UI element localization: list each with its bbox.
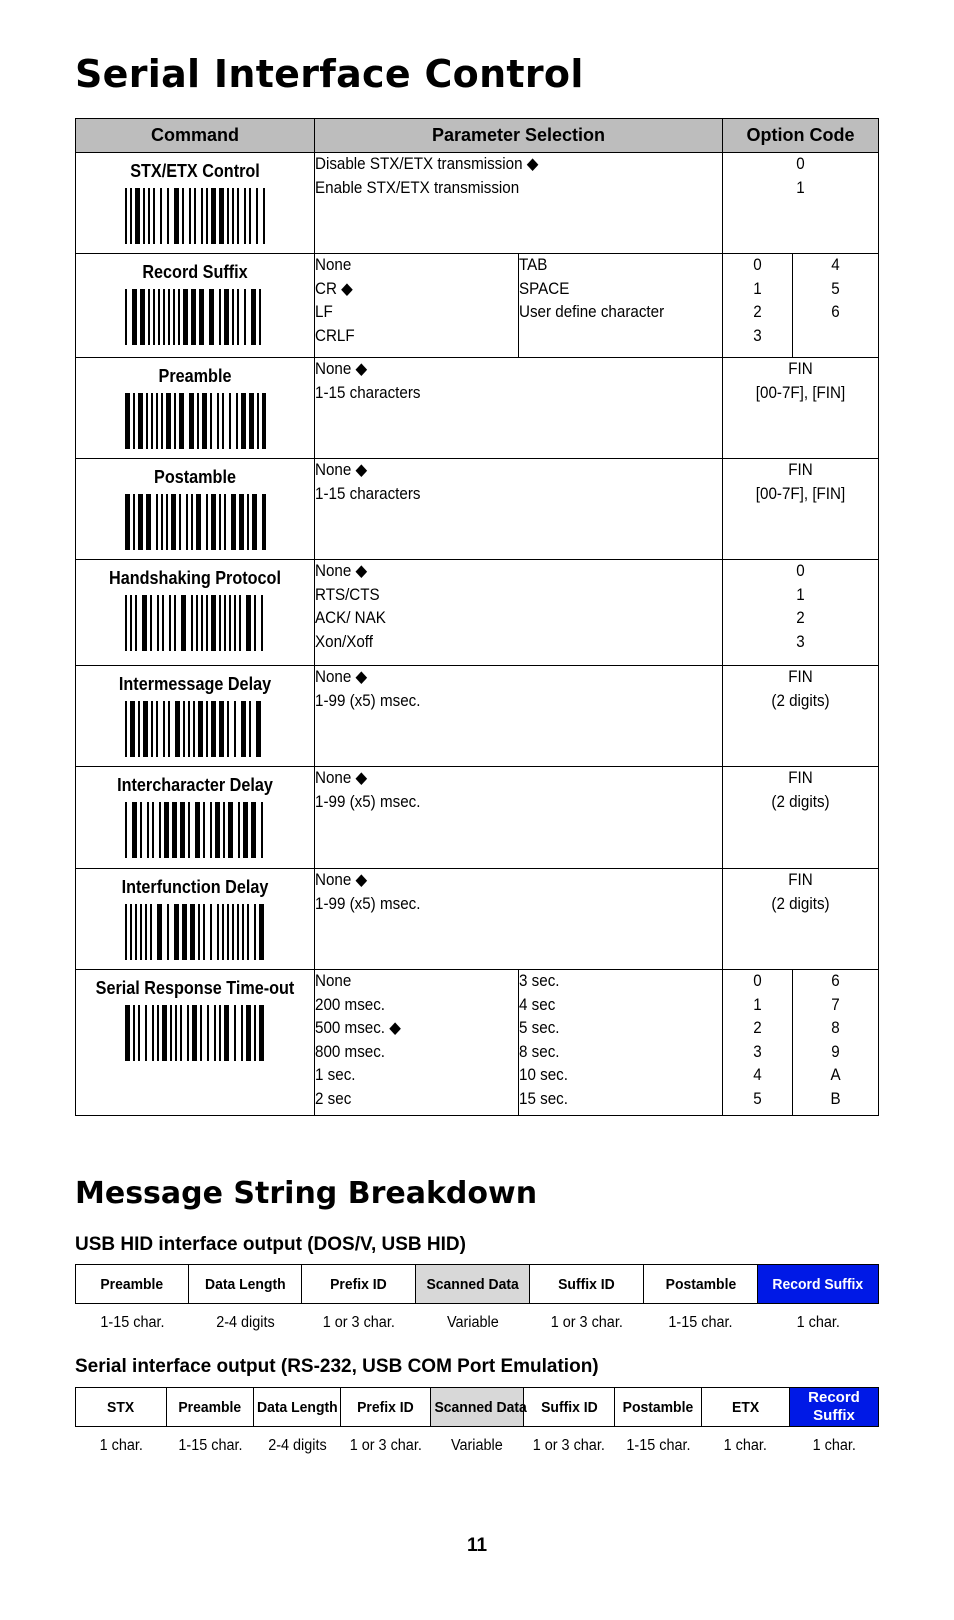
field-value: 2-4 digits: [267, 1437, 327, 1454]
field-value: 1 or 3 char.: [532, 1437, 606, 1454]
option-code: 0: [753, 972, 762, 990]
field-value: 2-4 digits: [215, 1314, 275, 1331]
option-code: 2: [753, 1019, 762, 1037]
header-parameter: Parameter Selection: [315, 119, 723, 153]
barcode[interactable]: [123, 595, 268, 651]
field-preamble: Preamble: [76, 1265, 189, 1304]
option-code: 6: [831, 972, 840, 990]
command-name: Postamble: [154, 467, 236, 487]
header-option: Option Code: [723, 119, 879, 153]
option-code: FIN: [788, 769, 813, 787]
command-name: Interfunction Delay: [121, 877, 269, 897]
parameter-option: 1-99 (x5) msec.: [315, 691, 421, 710]
option-code: 0: [796, 562, 805, 580]
field-preamble: Preamble: [167, 1388, 254, 1427]
option-code: 8: [831, 1019, 840, 1037]
value-row: [76, 1304, 879, 1343]
field-row: [76, 1265, 879, 1304]
table-row: [76, 358, 879, 459]
field-postamble: Postamble: [644, 1265, 758, 1304]
field-scanned-data: Scanned Data: [431, 1388, 524, 1427]
parameter-option: 800 msec.: [315, 1042, 386, 1061]
parameter-option: None: [315, 256, 352, 274]
parameter-option: 2 sec: [315, 1089, 352, 1108]
field-row: [76, 1388, 879, 1427]
parameter-option: None ◆: [315, 871, 368, 889]
parameter-option: SPACE: [519, 279, 570, 298]
parameter-cell: [315, 153, 723, 254]
command-table: [75, 118, 879, 1116]
option-code: 3: [796, 632, 805, 651]
command-name: Record Suffix: [142, 262, 248, 282]
option-code: FIN: [788, 461, 813, 479]
value-row: [76, 1427, 879, 1466]
parameter-cell: [315, 970, 519, 1116]
parameter-option: TAB: [519, 256, 548, 274]
table-row: [76, 869, 879, 970]
field-record-suffix: Record Suffix: [758, 1265, 879, 1304]
field-value: Variable: [446, 1314, 499, 1331]
field-suffix-id: Suffix ID: [530, 1265, 644, 1304]
parameter-cell: [315, 666, 723, 767]
field-value: 1-15 char.: [668, 1314, 733, 1331]
field-record-suffix: Record Suffix: [790, 1388, 879, 1427]
command-name: Preamble: [158, 366, 232, 386]
field-postamble: Postamble: [615, 1388, 702, 1427]
field-value: Variable: [451, 1437, 503, 1454]
field-value: 1 or 3 char.: [349, 1437, 422, 1454]
option-code: 4: [831, 256, 840, 274]
option-code: 5: [831, 279, 840, 298]
table-row: [76, 254, 879, 358]
barcode[interactable]: [123, 701, 268, 757]
barcode[interactable]: [123, 1005, 268, 1061]
table-row: [76, 459, 879, 560]
field-value: 1-15 char.: [177, 1437, 243, 1454]
header-command: Command: [76, 119, 315, 153]
option-code: 2: [796, 609, 805, 627]
command-name: Intermessage Delay: [118, 674, 272, 694]
parameter-option: 5 sec.: [519, 1019, 560, 1037]
parameter-option: CR ◆: [315, 279, 353, 298]
parameter-option: 8 sec.: [519, 1042, 560, 1061]
parameter-option: 200 msec.: [315, 995, 386, 1014]
parameter-option: User define character: [519, 303, 665, 321]
option-code: 3: [753, 1042, 762, 1061]
command-name: STX/ETX Control: [130, 161, 260, 181]
command-cell: [76, 358, 315, 459]
barcode[interactable]: [123, 289, 268, 345]
field-value: 1-15 char.: [625, 1437, 691, 1454]
command-cell: [76, 767, 315, 869]
option-code: A: [830, 1066, 841, 1084]
usb-hid-breakdown-table: [75, 1264, 879, 1342]
command-cell: [76, 254, 315, 358]
parameter-option: 1 sec.: [315, 1066, 356, 1084]
field-value: 1 or 3 char.: [322, 1314, 395, 1331]
option-code: FIN: [788, 668, 813, 686]
parameter-option: 15 sec.: [519, 1089, 568, 1108]
parameter-option: RTS/CTS: [315, 585, 380, 604]
page-number: 11: [466, 1535, 488, 1556]
option-code: FIN: [788, 871, 813, 889]
option-code: 5: [753, 1089, 762, 1108]
parameter-cell: [315, 560, 723, 666]
option-code: FIN: [788, 360, 813, 378]
field-value: 1 or 3 char.: [550, 1314, 623, 1331]
usb-hid-subtitle: USB HID interface output (DOS/V, USB HID): [75, 1234, 466, 1255]
command-name: Serial Response Time-out: [95, 978, 295, 998]
parameter-option: 1-99 (x5) msec.: [315, 894, 421, 913]
barcode[interactable]: [123, 188, 268, 244]
parameter-option: Enable STX/ETX transmission: [315, 178, 520, 197]
option-code-cell: [723, 560, 879, 666]
field-value: 1 char.: [796, 1314, 840, 1331]
option-code-cell: [723, 358, 879, 459]
parameter-option: ACK/ NAK: [315, 609, 386, 627]
command-name: Handshaking Protocol: [109, 568, 281, 588]
parameter-option: None ◆: [315, 461, 368, 479]
parameter-cell: [315, 358, 723, 459]
option-code: 1: [753, 279, 762, 298]
option-code: [00-7F], [FIN]: [755, 383, 846, 402]
parameter-option: 3 sec.: [519, 972, 560, 990]
command-cell: [76, 970, 315, 1116]
option-code: (2 digits): [771, 792, 830, 811]
option-code-cell: [793, 970, 879, 1116]
parameter-option: None ◆: [315, 668, 368, 686]
field-prefix-id: Prefix ID: [341, 1388, 431, 1427]
section-title: Message String Breakdown: [75, 1176, 538, 1211]
option-code-cell: [723, 767, 879, 869]
option-code: [00-7F], [FIN]: [755, 484, 846, 503]
command-cell: [76, 153, 315, 254]
field-value: 1 char.: [723, 1437, 768, 1454]
parameter-cell: [519, 970, 723, 1116]
option-code: 1: [796, 178, 805, 197]
parameter-option: CRLF: [315, 326, 355, 345]
parameter-option: 1-15 characters: [315, 383, 421, 402]
option-code: 0: [753, 256, 762, 274]
field-scanned-data: Scanned Data: [416, 1265, 530, 1304]
parameter-cell: [315, 767, 723, 869]
barcode[interactable]: [123, 393, 268, 449]
option-code-cell: [723, 254, 793, 358]
parameter-option: None: [315, 972, 352, 990]
option-code: 6: [831, 303, 840, 321]
serial-subtitle: Serial interface output (RS-232, USB COM Port Emulation): [75, 1356, 599, 1377]
parameter-cell: [315, 459, 723, 560]
table-row: [76, 970, 879, 1116]
option-code: 2: [753, 303, 762, 321]
option-code: 1: [796, 585, 805, 604]
option-code: 0: [796, 155, 805, 173]
table-row: [76, 560, 879, 666]
parameter-option: LF: [315, 303, 333, 321]
parameter-option: 10 sec.: [519, 1066, 568, 1084]
table-row: [76, 767, 879, 869]
field-data-length: Data Length: [189, 1265, 302, 1304]
option-code: 7: [831, 995, 840, 1014]
table-row: [76, 666, 879, 767]
field-etx: ETX: [702, 1388, 790, 1427]
parameter-cell: [315, 254, 519, 358]
parameter-option: 500 msec. ◆: [315, 1019, 401, 1037]
option-code-cell: [723, 869, 879, 970]
parameter-option: None ◆: [315, 562, 368, 580]
option-code: (2 digits): [771, 691, 830, 710]
command-cell: [76, 560, 315, 666]
option-code: (2 digits): [771, 894, 830, 913]
table-row: [76, 153, 879, 254]
field-value: 1 char.: [812, 1437, 856, 1454]
parameter-option: 1-99 (x5) msec.: [315, 792, 421, 811]
command-cell: [76, 459, 315, 560]
option-code: B: [830, 1089, 841, 1108]
serial-breakdown-table: [75, 1387, 879, 1465]
parameter-option: None ◆: [315, 769, 368, 787]
field-value: 1 char.: [99, 1437, 143, 1454]
command-cell: [76, 666, 315, 767]
barcode[interactable]: [123, 494, 268, 550]
parameter-option: None ◆: [315, 360, 368, 378]
parameter-cell: [519, 254, 723, 358]
option-code-cell: [723, 970, 793, 1116]
field-value: 1-15 char.: [99, 1314, 165, 1331]
field-suffix-id: Suffix ID: [524, 1388, 615, 1427]
option-code-cell: [723, 153, 879, 254]
field-stx: STX: [76, 1388, 167, 1427]
option-code-cell: [793, 254, 879, 358]
command-name: Intercharacter Delay: [117, 775, 273, 795]
option-code: 9: [831, 1042, 840, 1061]
option-code: 4: [753, 1066, 762, 1084]
option-code-cell: [723, 459, 879, 560]
table-header-row: [76, 119, 879, 153]
option-code: 3: [753, 326, 762, 345]
parameter-option: 1-15 characters: [315, 484, 421, 503]
command-cell: [76, 869, 315, 970]
parameter-cell: [315, 869, 723, 970]
barcode[interactable]: [123, 802, 268, 858]
barcode[interactable]: [123, 904, 268, 960]
parameter-option: Disable STX/ETX transmission ◆: [315, 155, 539, 173]
parameter-option: Xon/Xoff: [315, 632, 373, 651]
field-prefix-id: Prefix ID: [302, 1265, 416, 1304]
parameter-option: 4 sec: [519, 995, 556, 1014]
option-code-cell: [723, 666, 879, 767]
option-code: 1: [753, 995, 762, 1014]
page-title: Serial Interface Control: [75, 52, 584, 96]
field-data-length: Data Length: [254, 1388, 341, 1427]
